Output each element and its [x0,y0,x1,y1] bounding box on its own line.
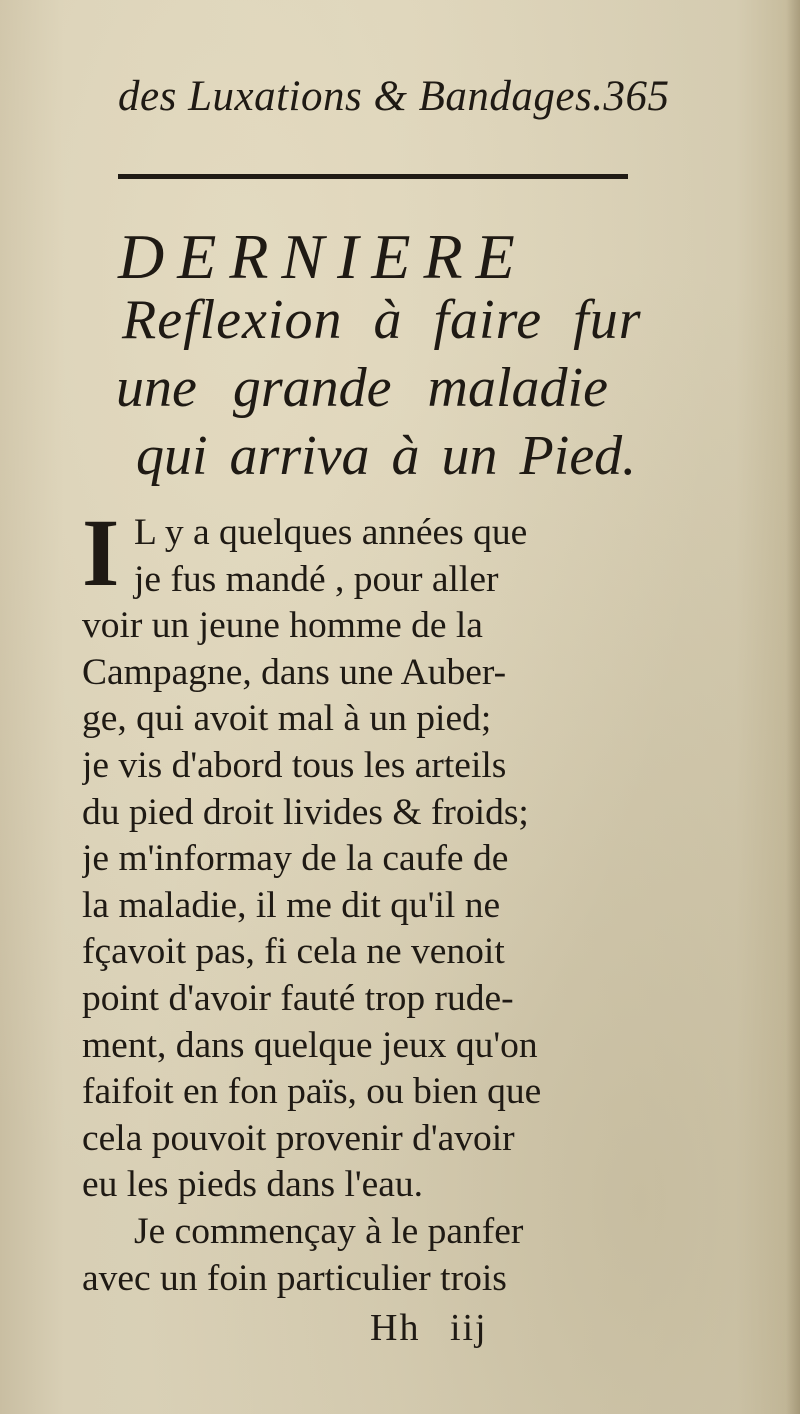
text-line: je fus mandé , pour aller [134,558,499,600]
header-rule [118,174,628,179]
page-edge-shadow [786,0,800,1414]
chapter-title-line-1: DERNIERE [118,221,528,292]
text-line: je vis d'abord tous les arteils [82,744,507,786]
chapter-title-line-2: Reflexion à faire fur [122,289,642,351]
chapter-title-line-3: une grande maladie [116,357,608,419]
text-line: Je commençay à le panfer [134,1210,524,1252]
text-line: la maladie, il me dit qu'il ne [82,884,501,926]
running-head: des Luxations & Bandages.365 [118,73,670,120]
text-line: ment, dans quelque jeux qu'on [82,1024,538,1066]
chapter-title-line-4: qui arriva à un Pied. [136,425,637,487]
text-line: point d'avoir fauté trop rude- [82,977,514,1019]
text-line: L y a quelques années que [134,512,528,553]
body-text [82,510,630,1302]
text-line: Campagne, dans une Auber- [82,651,507,693]
text-line: faifoit en fon païs, ou bien que [82,1071,542,1113]
text-line: je m'informay de la caufe de [82,838,509,880]
signature-mark: Hh iij [370,1307,488,1349]
drop-cap: I [82,499,120,606]
text-line: eu les pieds dans l'eau. [82,1164,424,1206]
text-line: cela pouvoit provenir d'avoir [82,1117,515,1159]
text-line: du pied droit livides & froids; [82,791,529,833]
text-line: voir un jeune homme de la [82,605,483,647]
text-line: ge, qui avoit mal à un pied; [82,698,492,740]
text-line: fçavoit pas, fi cela ne venoit [82,931,505,973]
text-line: avec un foin particulier trois [82,1257,507,1299]
